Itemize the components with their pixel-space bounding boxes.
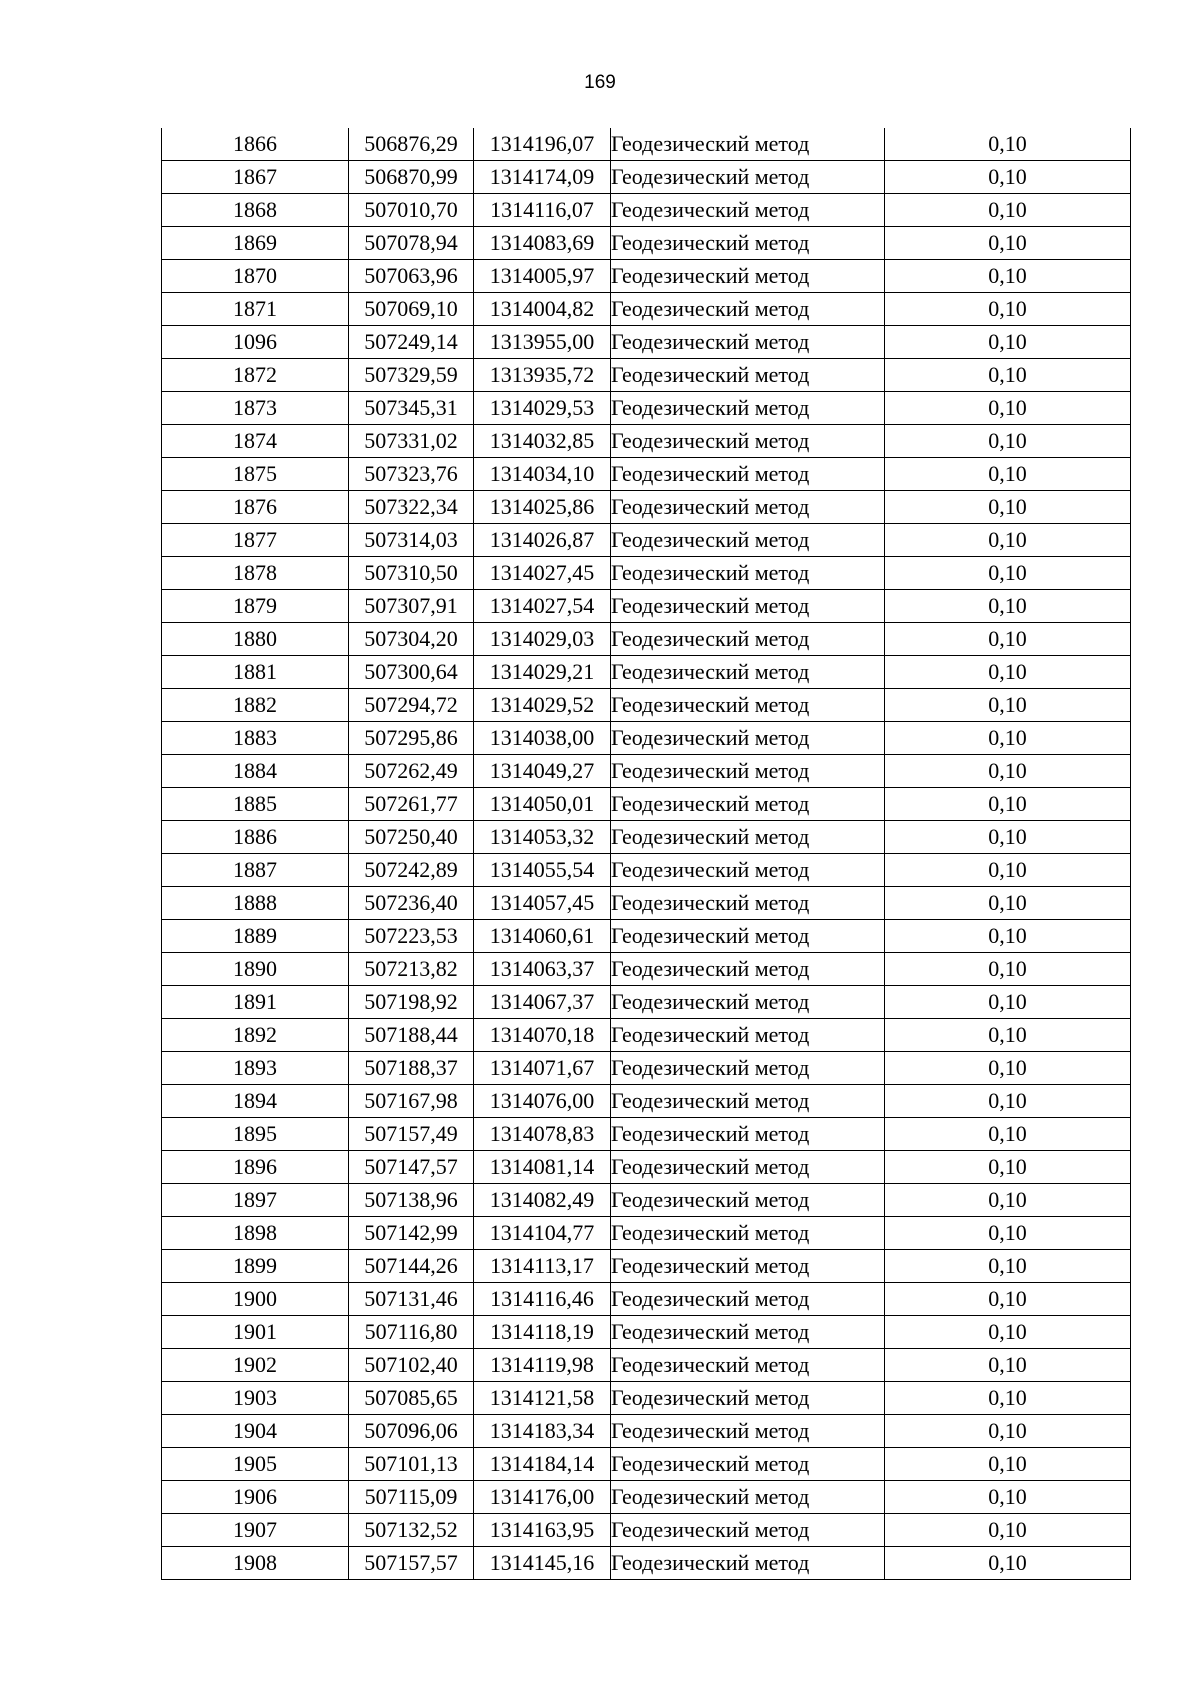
method-cell: Геодезический метод (611, 425, 885, 458)
accuracy-cell: 0,10 (885, 1283, 1131, 1316)
y-coordinate-cell: 1314005,97 (474, 260, 611, 293)
x-coordinate-cell: 507167,98 (349, 1085, 474, 1118)
point-number-cell: 1872 (162, 359, 349, 392)
point-number-cell: 1893 (162, 1052, 349, 1085)
table-row (162, 1448, 1131, 1481)
x-coordinate-cell: 507131,46 (349, 1283, 474, 1316)
x-coordinate-cell: 507078,94 (349, 227, 474, 260)
method-cell: Геодезический метод (611, 1514, 885, 1547)
x-coordinate-cell: 507085,65 (349, 1382, 474, 1415)
point-number-cell: 1899 (162, 1250, 349, 1283)
point-number-cell: 1871 (162, 293, 349, 326)
y-coordinate-cell: 1314063,37 (474, 953, 611, 986)
accuracy-cell: 0,10 (885, 920, 1131, 953)
point-number-cell: 1894 (162, 1085, 349, 1118)
point-number-cell: 1904 (162, 1415, 349, 1448)
point-number-cell: 1878 (162, 557, 349, 590)
table-row (162, 326, 1131, 359)
method-cell: Геодезический метод (611, 1448, 885, 1481)
y-coordinate-cell: 1314183,34 (474, 1415, 611, 1448)
accuracy-cell: 0,10 (885, 161, 1131, 194)
method-cell: Геодезический метод (611, 260, 885, 293)
y-coordinate-cell: 1314083,69 (474, 227, 611, 260)
y-coordinate-cell: 1313955,00 (474, 326, 611, 359)
method-cell: Геодезический метод (611, 953, 885, 986)
y-coordinate-cell: 1314026,87 (474, 524, 611, 557)
accuracy-cell: 0,10 (885, 392, 1131, 425)
x-coordinate-cell: 507261,77 (349, 788, 474, 821)
accuracy-cell: 0,10 (885, 425, 1131, 458)
table-row (162, 1085, 1131, 1118)
point-number-cell: 1895 (162, 1118, 349, 1151)
table-row (162, 953, 1131, 986)
point-number-cell: 1875 (162, 458, 349, 491)
method-cell: Геодезический метод (611, 755, 885, 788)
table-row (162, 524, 1131, 557)
accuracy-cell: 0,10 (885, 524, 1131, 557)
table-row (162, 1118, 1131, 1151)
method-cell: Геодезический метод (611, 392, 885, 425)
y-coordinate-cell: 1314118,19 (474, 1316, 611, 1349)
y-coordinate-cell: 1314116,07 (474, 194, 611, 227)
table-row (162, 1283, 1131, 1316)
y-coordinate-cell: 1314029,52 (474, 689, 611, 722)
y-coordinate-cell: 1314067,37 (474, 986, 611, 1019)
x-coordinate-cell: 507010,70 (349, 194, 474, 227)
y-coordinate-cell: 1314113,17 (474, 1250, 611, 1283)
x-coordinate-cell: 507331,02 (349, 425, 474, 458)
method-cell: Геодезический метод (611, 359, 885, 392)
y-coordinate-cell: 1314050,01 (474, 788, 611, 821)
accuracy-cell: 0,10 (885, 986, 1131, 1019)
y-coordinate-cell: 1314032,85 (474, 425, 611, 458)
accuracy-cell: 0,10 (885, 1514, 1131, 1547)
y-coordinate-cell: 1313935,72 (474, 359, 611, 392)
accuracy-cell: 0,10 (885, 557, 1131, 590)
accuracy-cell: 0,10 (885, 359, 1131, 392)
table-row (162, 491, 1131, 524)
y-coordinate-cell: 1314025,86 (474, 491, 611, 524)
x-coordinate-cell: 507310,50 (349, 557, 474, 590)
table-row (162, 1217, 1131, 1250)
point-number-cell: 1876 (162, 491, 349, 524)
x-coordinate-cell: 507250,40 (349, 821, 474, 854)
table-row (162, 821, 1131, 854)
y-coordinate-cell: 1314070,18 (474, 1019, 611, 1052)
point-number-cell: 1888 (162, 887, 349, 920)
method-cell: Геодезический метод (611, 194, 885, 227)
x-coordinate-cell: 507323,76 (349, 458, 474, 491)
y-coordinate-cell: 1314053,32 (474, 821, 611, 854)
accuracy-cell: 0,10 (885, 689, 1131, 722)
method-cell: Геодезический метод (611, 1316, 885, 1349)
point-number-cell: 1892 (162, 1019, 349, 1052)
x-coordinate-cell: 507069,10 (349, 293, 474, 326)
x-coordinate-cell: 507147,57 (349, 1151, 474, 1184)
y-coordinate-cell: 1314034,10 (474, 458, 611, 491)
method-cell: Геодезический метод (611, 491, 885, 524)
method-cell: Геодезический метод (611, 1547, 885, 1580)
point-number-cell: 1884 (162, 755, 349, 788)
x-coordinate-cell: 507188,44 (349, 1019, 474, 1052)
table-row (162, 1052, 1131, 1085)
table-row (162, 557, 1131, 590)
accuracy-cell: 0,10 (885, 1481, 1131, 1514)
y-coordinate-cell: 1314057,45 (474, 887, 611, 920)
x-coordinate-cell: 507188,37 (349, 1052, 474, 1085)
method-cell: Геодезический метод (611, 1184, 885, 1217)
x-coordinate-cell: 507345,31 (349, 392, 474, 425)
table-row (162, 1151, 1131, 1184)
accuracy-cell: 0,10 (885, 722, 1131, 755)
table-row (162, 1547, 1131, 1580)
point-number-cell: 1870 (162, 260, 349, 293)
y-coordinate-cell: 1314060,61 (474, 920, 611, 953)
point-number-cell: 1889 (162, 920, 349, 953)
point-number-cell: 1890 (162, 953, 349, 986)
method-cell: Геодезический метод (611, 458, 885, 491)
table-row (162, 623, 1131, 656)
y-coordinate-cell: 1314174,09 (474, 161, 611, 194)
method-cell: Геодезический метод (611, 293, 885, 326)
y-coordinate-cell: 1314082,49 (474, 1184, 611, 1217)
table-row (162, 458, 1131, 491)
x-coordinate-cell: 507157,57 (349, 1547, 474, 1580)
x-coordinate-cell: 507314,03 (349, 524, 474, 557)
method-cell: Геодезический метод (611, 854, 885, 887)
x-coordinate-cell: 507198,92 (349, 986, 474, 1019)
table-row (162, 1250, 1131, 1283)
y-coordinate-cell: 1314119,98 (474, 1349, 611, 1382)
y-coordinate-cell: 1314076,00 (474, 1085, 611, 1118)
x-coordinate-cell: 507157,49 (349, 1118, 474, 1151)
accuracy-cell: 0,10 (885, 854, 1131, 887)
accuracy-cell: 0,10 (885, 1382, 1131, 1415)
coordinates-table (161, 128, 1131, 1580)
accuracy-cell: 0,10 (885, 1316, 1131, 1349)
x-coordinate-cell: 507132,52 (349, 1514, 474, 1547)
y-coordinate-cell: 1314055,54 (474, 854, 611, 887)
point-number-cell: 1897 (162, 1184, 349, 1217)
accuracy-cell: 0,10 (885, 821, 1131, 854)
point-number-cell: 1867 (162, 161, 349, 194)
accuracy-cell: 0,10 (885, 1052, 1131, 1085)
method-cell: Геодезический метод (611, 557, 885, 590)
accuracy-cell: 0,10 (885, 293, 1131, 326)
point-number-cell: 1901 (162, 1316, 349, 1349)
point-number-cell: 1906 (162, 1481, 349, 1514)
y-coordinate-cell: 1314027,54 (474, 590, 611, 623)
method-cell: Геодезический метод (611, 1052, 885, 1085)
point-number-cell: 1905 (162, 1448, 349, 1481)
accuracy-cell: 0,10 (885, 458, 1131, 491)
method-cell: Геодезический метод (611, 1118, 885, 1151)
table-row (162, 1481, 1131, 1514)
point-number-cell: 1880 (162, 623, 349, 656)
accuracy-cell: 0,10 (885, 1217, 1131, 1250)
accuracy-cell: 0,10 (885, 227, 1131, 260)
point-number-cell: 1096 (162, 326, 349, 359)
method-cell: Геодезический метод (611, 590, 885, 623)
table-row (162, 1415, 1131, 1448)
accuracy-cell: 0,10 (885, 194, 1131, 227)
accuracy-cell: 0,10 (885, 887, 1131, 920)
point-number-cell: 1879 (162, 590, 349, 623)
method-cell: Геодезический метод (611, 326, 885, 359)
point-number-cell: 1877 (162, 524, 349, 557)
y-coordinate-cell: 1314116,46 (474, 1283, 611, 1316)
x-coordinate-cell: 507322,34 (349, 491, 474, 524)
x-coordinate-cell: 507142,99 (349, 1217, 474, 1250)
y-coordinate-cell: 1314049,27 (474, 755, 611, 788)
point-number-cell: 1907 (162, 1514, 349, 1547)
y-coordinate-cell: 1314196,07 (474, 128, 611, 161)
point-number-cell: 1896 (162, 1151, 349, 1184)
point-number-cell: 1874 (162, 425, 349, 458)
y-coordinate-cell: 1314163,95 (474, 1514, 611, 1547)
accuracy-cell: 0,10 (885, 1547, 1131, 1580)
point-number-cell: 1885 (162, 788, 349, 821)
y-coordinate-cell: 1314176,00 (474, 1481, 611, 1514)
x-coordinate-cell: 507262,49 (349, 755, 474, 788)
x-coordinate-cell: 507116,80 (349, 1316, 474, 1349)
table-row (162, 788, 1131, 821)
table-row (162, 689, 1131, 722)
x-coordinate-cell: 507307,91 (349, 590, 474, 623)
point-number-cell: 1902 (162, 1349, 349, 1382)
method-cell: Геодезический метод (611, 227, 885, 260)
table-row (162, 722, 1131, 755)
accuracy-cell: 0,10 (885, 656, 1131, 689)
table-row (162, 920, 1131, 953)
x-coordinate-cell: 506876,29 (349, 128, 474, 161)
x-coordinate-cell: 507101,13 (349, 1448, 474, 1481)
y-coordinate-cell: 1314078,83 (474, 1118, 611, 1151)
accuracy-cell: 0,10 (885, 1448, 1131, 1481)
method-cell: Геодезический метод (611, 623, 885, 656)
point-number-cell: 1883 (162, 722, 349, 755)
point-number-cell: 1903 (162, 1382, 349, 1415)
x-coordinate-cell: 507295,86 (349, 722, 474, 755)
x-coordinate-cell: 507115,09 (349, 1481, 474, 1514)
x-coordinate-cell: 507138,96 (349, 1184, 474, 1217)
point-number-cell: 1881 (162, 656, 349, 689)
method-cell: Геодезический метод (611, 1481, 885, 1514)
point-number-cell: 1882 (162, 689, 349, 722)
method-cell: Геодезический метод (611, 788, 885, 821)
x-coordinate-cell: 507223,53 (349, 920, 474, 953)
accuracy-cell: 0,10 (885, 128, 1131, 161)
table-row (162, 161, 1131, 194)
table-row (162, 656, 1131, 689)
y-coordinate-cell: 1314027,45 (474, 557, 611, 590)
accuracy-cell: 0,10 (885, 326, 1131, 359)
table-row (162, 359, 1131, 392)
point-number-cell: 1886 (162, 821, 349, 854)
page-number: 169 (584, 72, 616, 93)
x-coordinate-cell: 507102,40 (349, 1349, 474, 1382)
method-cell: Геодезический метод (611, 1019, 885, 1052)
accuracy-cell: 0,10 (885, 1019, 1131, 1052)
method-cell: Геодезический метод (611, 1382, 885, 1415)
y-coordinate-cell: 1314038,00 (474, 722, 611, 755)
point-number-cell: 1869 (162, 227, 349, 260)
coordinates-table-body (162, 128, 1131, 1580)
table-row (162, 1349, 1131, 1382)
x-coordinate-cell: 507242,89 (349, 854, 474, 887)
table-row (162, 854, 1131, 887)
y-coordinate-cell: 1314029,53 (474, 392, 611, 425)
accuracy-cell: 0,10 (885, 623, 1131, 656)
table-row (162, 590, 1131, 623)
accuracy-cell: 0,10 (885, 1250, 1131, 1283)
accuracy-cell: 0,10 (885, 590, 1131, 623)
y-coordinate-cell: 1314145,16 (474, 1547, 611, 1580)
method-cell: Геодезический метод (611, 1151, 885, 1184)
method-cell: Геодезический метод (611, 887, 885, 920)
accuracy-cell: 0,10 (885, 260, 1131, 293)
point-number-cell: 1873 (162, 392, 349, 425)
x-coordinate-cell: 507294,72 (349, 689, 474, 722)
method-cell: Геодезический метод (611, 1250, 885, 1283)
table-row (162, 755, 1131, 788)
point-number-cell: 1908 (162, 1547, 349, 1580)
x-coordinate-cell: 507329,59 (349, 359, 474, 392)
x-coordinate-cell: 507063,96 (349, 260, 474, 293)
method-cell: Геодезический метод (611, 128, 885, 161)
table-row (162, 227, 1131, 260)
point-number-cell: 1898 (162, 1217, 349, 1250)
method-cell: Геодезический метод (611, 524, 885, 557)
accuracy-cell: 0,10 (885, 1118, 1131, 1151)
table-row (162, 986, 1131, 1019)
table-row (162, 194, 1131, 227)
method-cell: Геодезический метод (611, 821, 885, 854)
accuracy-cell: 0,10 (885, 1349, 1131, 1382)
x-coordinate-cell: 507144,26 (349, 1250, 474, 1283)
y-coordinate-cell: 1314071,67 (474, 1052, 611, 1085)
table-row (162, 128, 1131, 161)
table-row (162, 1514, 1131, 1547)
y-coordinate-cell: 1314184,14 (474, 1448, 611, 1481)
point-number-cell: 1891 (162, 986, 349, 1019)
method-cell: Геодезический метод (611, 656, 885, 689)
method-cell: Геодезический метод (611, 722, 885, 755)
x-coordinate-cell: 507096,06 (349, 1415, 474, 1448)
y-coordinate-cell: 1314029,21 (474, 656, 611, 689)
method-cell: Геодезический метод (611, 1349, 885, 1382)
table-row (162, 260, 1131, 293)
accuracy-cell: 0,10 (885, 788, 1131, 821)
method-cell: Геодезический метод (611, 161, 885, 194)
method-cell: Геодезический метод (611, 1217, 885, 1250)
accuracy-cell: 0,10 (885, 953, 1131, 986)
table-row (162, 1382, 1131, 1415)
accuracy-cell: 0,10 (885, 755, 1131, 788)
x-coordinate-cell: 506870,99 (349, 161, 474, 194)
accuracy-cell: 0,10 (885, 1151, 1131, 1184)
method-cell: Геодезический метод (611, 1283, 885, 1316)
y-coordinate-cell: 1314104,77 (474, 1217, 611, 1250)
table-row (162, 1184, 1131, 1217)
y-coordinate-cell: 1314121,58 (474, 1382, 611, 1415)
x-coordinate-cell: 507213,82 (349, 953, 474, 986)
y-coordinate-cell: 1314081,14 (474, 1151, 611, 1184)
accuracy-cell: 0,10 (885, 1085, 1131, 1118)
x-coordinate-cell: 507249,14 (349, 326, 474, 359)
table-row (162, 392, 1131, 425)
table-row (162, 293, 1131, 326)
x-coordinate-cell: 507304,20 (349, 623, 474, 656)
table-row (162, 425, 1131, 458)
accuracy-cell: 0,10 (885, 1415, 1131, 1448)
y-coordinate-cell: 1314004,82 (474, 293, 611, 326)
accuracy-cell: 0,10 (885, 1184, 1131, 1217)
x-coordinate-cell: 507236,40 (349, 887, 474, 920)
table-row (162, 887, 1131, 920)
y-coordinate-cell: 1314029,03 (474, 623, 611, 656)
point-number-cell: 1868 (162, 194, 349, 227)
point-number-cell: 1887 (162, 854, 349, 887)
method-cell: Геодезический метод (611, 920, 885, 953)
method-cell: Геодезический метод (611, 1415, 885, 1448)
table-row (162, 1019, 1131, 1052)
method-cell: Геодезический метод (611, 1085, 885, 1118)
accuracy-cell: 0,10 (885, 491, 1131, 524)
x-coordinate-cell: 507300,64 (349, 656, 474, 689)
table-row (162, 1316, 1131, 1349)
point-number-cell: 1866 (162, 128, 349, 161)
point-number-cell: 1900 (162, 1283, 349, 1316)
method-cell: Геодезический метод (611, 986, 885, 1019)
method-cell: Геодезический метод (611, 689, 885, 722)
